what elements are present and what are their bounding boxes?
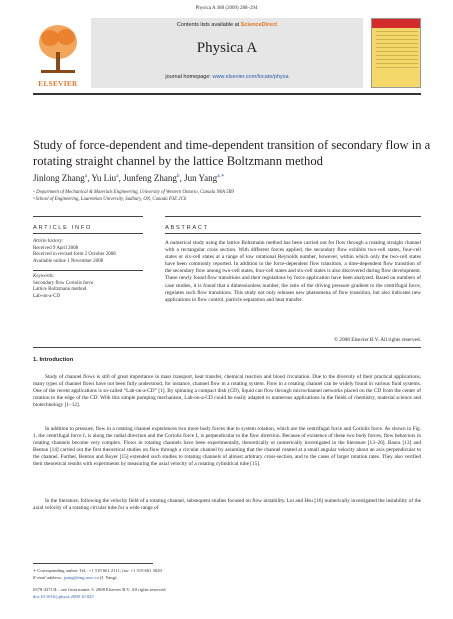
cover-pattern [376,31,418,71]
abstract-copyright: © 2008 Elsevier B.V. All rights reserved. [333,337,421,343]
cover-band [372,19,420,28]
article-history [33,239,153,265]
author-list: Jinlong Zhang$^a$, Yu Liu$^a$, Junfeng Zhang$^b$, Jun Yang$^{a,∗}$ [33,173,225,183]
footnote-rule [33,563,153,564]
history-label: Article history: [33,239,64,244]
author-affiliation-mark: a [84,173,88,179]
journal-name: Physica A [196,40,258,56]
intro-paragraph-2: In addition to pressure, flow in a rotating channel experiences two more body forces due to system rotation, which are the centrifugal force and Coriolis force. As shown in Fig. 1, the centrifugal force fᵥ is along the radial direction and the Coriolis force f꜀ is perpendicular to the flow direction. Because of existence of these two body forces, flow behaviors in rotating channels become very complex. Flows in rotating channels have been experimentally, theoretically or numerically investigated in the literature [13–20]. Baura [13] and Benton [14] carried out the first theoretical studies on flow through a circular channel by assuming that the channel rotated at a small angular velocity about an axis perpendicular to the channel. Further, Benton and Boyer [15] extended such studies to rotating channels of almost arbitrary cross-section, and to the cases of larger rotation rates. They also verified their theoretical results with experiments by measuring the axial velocity of a rotating cylindrical tube [15]. [33,426,421,468]
abstract-subrule [165,233,421,234]
keyword-item: Lattice Boltzmann method [33,287,87,293]
author-name[interactable]: Junfeng Zhang [123,173,177,183]
author-name[interactable]: Jinlong Zhang [33,173,85,183]
journal-homepage-link[interactable]: www.elsevier.com/locate/physa [212,74,289,80]
keywords-block [33,274,153,300]
abstract-end-rule [33,347,421,348]
author-affiliation-mark: a [116,173,119,179]
sciencedirect-link[interactable]: ScienceDirect [240,22,278,28]
corresponding-author-note: ∗ Corresponding author. Tel.: +1 519 661 2111; fax: +1 519 661 3020. [33,568,163,573]
author-affiliation-mark: b [176,173,180,179]
keywords-label: Keywords: [33,274,55,279]
header-divider [33,93,421,95]
contents-available-line [91,22,363,28]
elsevier-tree-logo [33,18,83,88]
doi-line [33,594,94,599]
keyword-item: Lab-on-a-CD [33,293,60,299]
affiliation-a: ᵃ Department of Mechanical & Materials Engineering, University of Western Ontario, Canada N6A 5B9 [33,190,234,195]
article-info-subrule [33,233,143,234]
section-heading-introduction: 1. Introduction [33,357,74,363]
email-suffix: (J. Yang). [98,575,118,580]
article-title: Study of force-dependent and time-dependent transition of secondary flow in a rotating straight channel by the lattice Boltzmann method [33,138,431,168]
author-affiliation-mark: a,∗ [217,173,225,179]
email-note [33,575,118,580]
revised-date: Received in revised form 2 October 2008 [33,252,116,258]
keyword-item: Secondary flow Coriolis force [33,280,94,286]
issn-line: 0378-4371/$ – see front matter © 2008 Elsevier B.V. All rights reserved. [33,587,167,592]
journal-cover-image [371,18,421,88]
abstract-rule [165,216,421,217]
publisher-wordmark: ELSEVIER [38,80,78,88]
homepage-prefix: journal homepage: [165,74,213,80]
intro-paragraph-1: Study of channel flows is still of great importance in mass transport, heat transfer, chemical reaction and blood circulation. Due to the diversity of their practical applications, many types of channel flows have not been fully understood, for instance, channel flow in a rotating system. Flow in a rotating channel can be widely found in various fluid systems. One of the recent applications is so-called “Lab-on-a-CD” [1]. By spinning a compact disk (CD), liquid can flow through microchannel networks placed on the CD from the center of rotation to the edge of the CD. With this simple pumping mechanism, Lab-on-a-CD could be easily adapted to numerous applications in the fields of chemistry, material science and biotechnology [1–12]. [33,374,421,409]
article-info-rule [33,216,143,217]
author-name[interactable]: Yu Liu [91,173,117,183]
journal-reference: Physica A 388 (2009) 288–294 [195,6,258,11]
article-info-heading: ARTICLE INFO [33,225,93,231]
email-label: E-mail address: [33,575,64,580]
keywords-rule [33,270,143,271]
email-link[interactable]: jyang@eng.uwo.ca [63,575,99,580]
online-date: Available online 1 November 2008 [33,258,104,264]
author-name[interactable]: Jun Yang [184,173,218,183]
received-date: Received 9 April 2008 [33,245,79,251]
abstract-heading: ABSTRACT [165,225,209,231]
journal-banner [91,18,363,88]
journal-homepage-line [91,74,363,80]
contents-prefix: Contents lists available at [176,22,241,28]
doi-link[interactable]: doi:10.1016/j.physa.2008.10.025 [33,594,94,599]
abstract-text: A numerical study using the lattice Boltzmann method has been carried out for flow through a rotating straight channel with a rectangular cross section. With different forces applied, the secondary flow exhibits two-cell states, four-cell states or six-cell states at a range of low rotational Reynolds number, however, within which only the two-cell states have been commonly reported. In addition to the force-dependent flow transition, a time-dependent flow transition of the secondary flow among two-cell states, four-cell states and six-cell states is also discovered during flow development. These newly found flow transitions and their regulations by force application have been analyzed. Based on numbers of case studies, it is found that a dimensionless number, the ratio of the driving pressure gradient to the centrifugal force, regulates such flow transitions. This study not only releases new phenomena of flow transition, but also indicates new applications in flow control, particle separation and heat transfer. [165,240,421,303]
affiliation-b: ᵇ School of Engineering, Laurentian University, Sudbury, ON, Canada P3E 2C6 [33,197,187,202]
intro-paragraph-3: In the literature, following the velocity field of a rotating channel, subsequent studies focused on flow instability. Lei and Hsu [16] numerically investigated the instability of the axial velocity of a rotating circular tube for a wide range of [33,498,421,512]
